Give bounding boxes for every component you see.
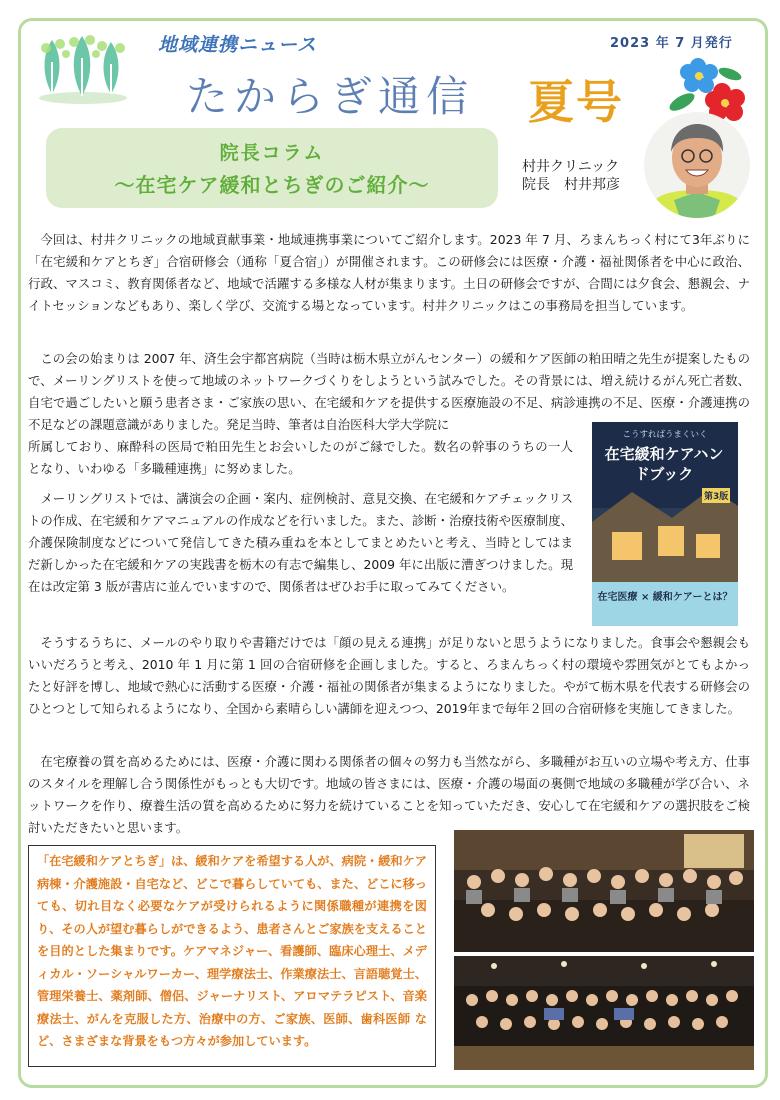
author-name: 院長 村井邦彦 — [522, 177, 620, 193]
paragraph-2-cont: 所属しており、麻酔科の医局で粕田先生とお会いしたのがご縁でした。数名の幹事のうちの一人となり、いわゆる「多職種連携」に努めました。 — [28, 439, 573, 476]
book-footer: 在宅医療 × 緩和ケアーとは？ — [597, 592, 733, 603]
paragraph-4: そうするうちに、メールのやり取りや書籍だけでは「顔の見える連携」が足りないと思うようになりました。食事会や懇親会もいいだろうと考え、2010 年 1 月に第 1 回の合宿研修を企画しました。すると、ろまんちっく村の環境や雰囲気がとてもよかったと好評を博し、地域で熱心に活動する医療・介護・福祉の関係者が集まるようになりました。やがて栃木県を代表する研修会のひとつとして知られるようになり、全国から素晴らしい講師を迎えつつ、2019年まで毎年２回の合宿研修を実施してきました。 — [28, 635, 750, 716]
column-subtitle: ～在宅ケア緩和とちぎのご紹介～ — [114, 173, 430, 197]
book-tagline: こうすればうまくいく — [622, 430, 708, 440]
author-block — [522, 158, 620, 194]
column-heading-box — [46, 128, 498, 208]
paragraph-5: 在宅療養の質を高めるためには、医療・介護に関わる関係者の個々の努力も当然ながら、多職種がお互いの立場や考え方、仕事のスタイルを理解し合う関係性がもっとも大切です。地域の皆さまには、医療・介護の場面の裏側で地域の多職種が学び合い、ネットワークを作り、療養生活の質を高めるために努力を続けていることを知っていただき、安心して在宅緩和ケアの選択肢をご検討いただきたいと思います。 — [28, 754, 750, 835]
book-cover-image — [592, 422, 738, 626]
paragraph-3: メーリングリストでは、講演会の企画・案内、症例検討、意見交換、在宅緩和ケアチェックリストの作成、在宅緩和ケアマニュアルの作成などを行いました。また、診断・治療技術や医療制度、介護保険制度などについて発信してきた積み重ねを本としてまとめたいと考え、当時としてはまだ新しかった在宅緩和ケアの実践書を栃木の有志で編集し、2009 年に出版に漕ぎつけました。現在は改定第 3 版が書店に並んでいますので、関係者はぜひお手に取ってみてください。 — [28, 491, 573, 594]
clinic-name: 村井クリニック — [522, 159, 620, 175]
organization-note: 「在宅緩和ケアとちぎ」は、緩和ケアを希望する人が、病院・緩和ケア病棟・介護施設・自宅など、どこで暮らしていても、また、どこに移っても、切れ目なく必要なケアが受けられるように関係職種が連携を図り、その人が望む暮らしができるよう、患者さんとご家族を支えることを目的とした集まりです。ケアマネジャー、看護師、臨床心理士、メディカル・ソーシャルワーカー、理学療法士、作業療法士、言語聴覚士、管理栄養士、薬剤師、僧侶、ジャーナリスト、アロマテラピスト、音楽療法士、がんを克服した方、治療中の方、ご家族、医師、歯科医師 など、さまざまな背景をもつ方々が参加しています。 — [28, 845, 436, 1067]
paragraph-2: この会の始まりは 2007 年、済生会宇都宮病院（当時は栃木県立がんセンター）の緩和ケア医師の粕田晴之先生が提案したもので、メーリングリストを使って地域のネットワークづくりをしようという試みでした。その背景には、増え続けるがん死亡者数、自宅で過ごしたいと願う患者さま・ご家族の思い、在宅緩和ケアを提供する医療施設の不足、病診連携の不足、医療・介護連携の不足などの課題意識がありました。発足当時、筆者は自治医科大学大学院に — [28, 351, 750, 432]
doctor-portrait — [644, 112, 750, 218]
column-label: 院長コラム — [219, 142, 325, 164]
book-title: 在宅緩和ケアハンドブック — [604, 445, 724, 483]
book-edition: 第3版 — [702, 488, 730, 503]
issue-date: 2023 年 7 月発行 — [610, 36, 733, 51]
group-photo-2 — [454, 956, 754, 1070]
newsletter-title: たからぎ通信 — [186, 72, 475, 121]
season-label: 夏号 — [528, 75, 624, 129]
group-photo-1 — [454, 830, 754, 952]
series-name: 地域連携ニュース — [158, 34, 318, 56]
trees-logo — [38, 32, 128, 104]
paragraph-1: 今回は、村井クリニックの地域貢献事業・地域連携事業についてご紹介します。2023 年 7 月、ろまんちっく村にて3年ぶりに「在宅緩和ケアとちぎ」合宿研修会（通称「夏合宿」）が開催されます。この研修会には医療・介護・福祉関係者を中心に政治、行政、マスコミ、教育関係者など、地域で活躍する多様な人材が集まります。土日の研修会ですが、合間には夕食会、懇親会、ナイトセッションなどもあり、楽しく学び、交流する場となっています。村井クリニックはこの事務局を担当しています。 — [28, 232, 750, 313]
